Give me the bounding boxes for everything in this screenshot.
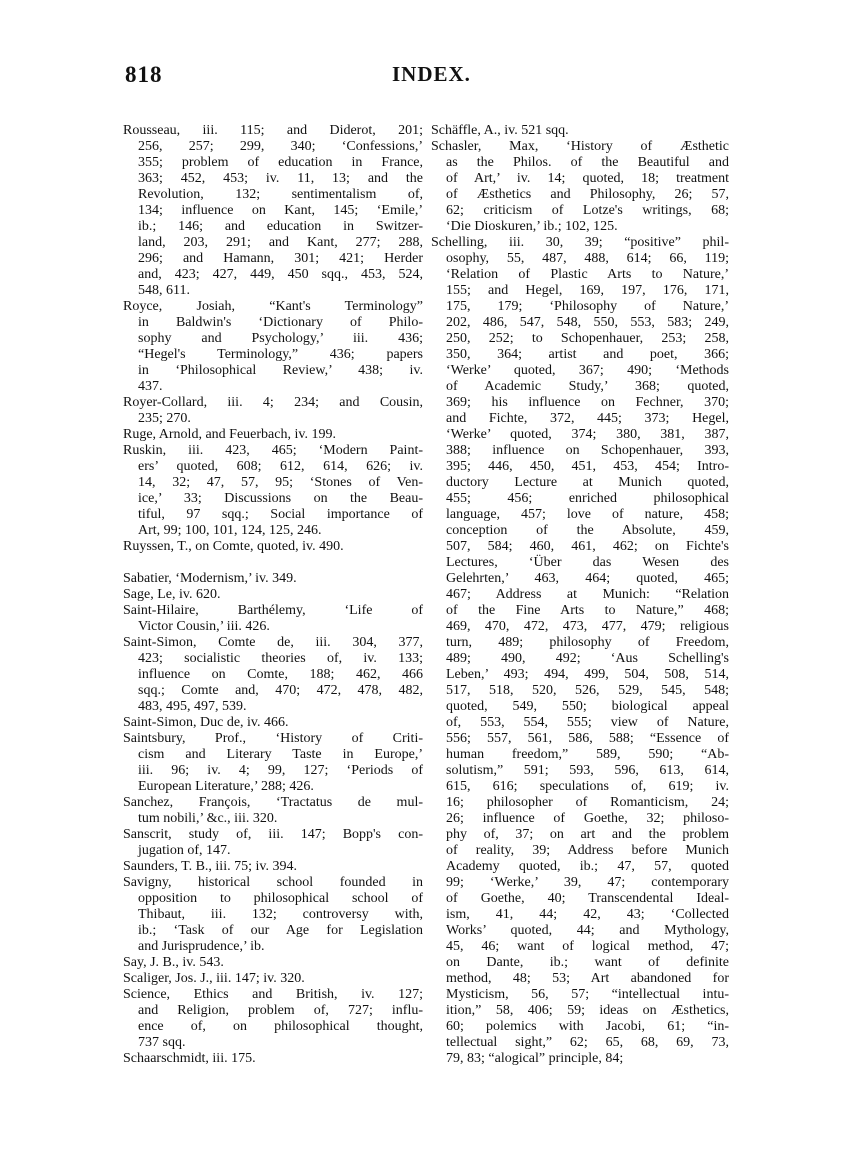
entry-heading-line: Sanchez, François, ‘Tractatus de mul- [123, 795, 423, 810]
entry-continuation-line: 395; 446, 450, 451, 453, 454; Intro- [446, 459, 729, 474]
entry-continuation-line: turn, 489; philosophy of Freedom, [446, 635, 729, 650]
entry-continuation-line: opposition to philosophical school of [138, 891, 423, 906]
entry-continuation-line: Works’ quoted, 44; and Mythology, [446, 923, 729, 938]
entry-continuation-line: and Fichte, 372, 445; 373; Hegel, [446, 411, 729, 426]
entry-continuation-line: influence on Comte, 188; 462, 466 [138, 667, 423, 682]
entry-continuation-line: Lectures, ‘Über das Wesen des [446, 555, 729, 570]
index-entry [123, 427, 423, 443]
entry-continuation-line: Art, 99; 100, 101, 124, 125, 246. [138, 523, 322, 538]
entry-continuation-line: ence of, on philosophical thought, [138, 1019, 423, 1034]
left-column [123, 123, 423, 1067]
entry-continuation-line: and, 423; 427, 449, 450 sqq., 453, 524, [138, 267, 423, 282]
entry-continuation-line: 350, 364; artist and poet, 366; [446, 347, 729, 362]
entry-heading-line: Ruskin, iii. 423, 465; ‘Modern Paint- [123, 443, 423, 458]
index-entry [123, 971, 423, 987]
entry-continuation-line: osophy, 55, 487, 488, 614; 66, 119; [446, 251, 729, 266]
entry-continuation-line: 235; 270. [138, 411, 191, 426]
entry-continuation-line: Victor Cousin,’ iii. 426. [138, 619, 270, 634]
entry-heading-line: Schelling, iii. 30, 39; “positive” phil- [431, 235, 729, 250]
section-gap [123, 555, 423, 571]
entry-continuation-line: 296; and Hamann, 301; 421; Herder [138, 251, 423, 266]
entry-continuation-line: 483, 495, 497, 539. [138, 699, 247, 714]
entry-continuation-line: of Art,’ iv. 14; quoted, 18; treatment [446, 171, 729, 186]
entry-continuation-line: cism and Literary Taste in Europe,’ [138, 747, 423, 762]
entry-continuation-line: 79, 83; “alogical” principle, 84; [446, 1051, 624, 1066]
entry-continuation-line: 556; 557, 561, 586, 588; “Essence of [446, 731, 729, 746]
entry-continuation-line: ductory Lecture at Munich quoted, [446, 475, 729, 490]
entry-continuation-line: ism, 41, 44; 42, 43; ‘Collected [446, 907, 729, 922]
entry-continuation-line: 423; socialistic theories of, iv. 133; [138, 651, 423, 666]
entry-continuation-line: 455; 456; enriched philosophical [446, 491, 729, 506]
entry-continuation-line: tum nobili,’ &c., iii. 320. [138, 811, 278, 826]
index-entry [123, 875, 423, 955]
entry-heading-line: Saint-Hilaire, Barthélemy, ‘Life of [123, 603, 423, 618]
entry-continuation-line: ‘Werke’ quoted, 374; 380, 381, 387, [446, 427, 729, 442]
entry-heading-line: Sage, Le, iv. 620. [123, 587, 221, 602]
entry-continuation-line: human freedom,” 589, 590; “Ab- [446, 747, 729, 762]
entry-continuation-line: and Religion, problem of, 727; influ- [138, 1003, 423, 1018]
index-entry [123, 827, 423, 859]
entry-continuation-line: 14, 32; 47, 57, 95; ‘Stones of Ven- [138, 475, 423, 490]
index-entry [123, 635, 423, 715]
index-entry [123, 443, 423, 539]
index-entry [123, 987, 423, 1051]
entry-heading-line: Saintsbury, Prof., ‘History of Criti- [123, 731, 423, 746]
entry-continuation-line: 45, 46; want of logical method, 47; [446, 939, 729, 954]
entry-heading-line: Saint-Simon, Duc de, iv. 466. [123, 715, 289, 730]
entry-continuation-line: Academy quoted, ib.; 47, 57, quoted [446, 859, 729, 874]
entry-continuation-line: 437. [138, 379, 163, 394]
entry-continuation-line: 134; influence on Kant, 145; ‘Emile,’ [138, 203, 423, 218]
entry-heading-line: Ruge, Arnold, and Feuerbach, iv. 199. [123, 427, 336, 442]
entry-continuation-line: in ‘Philosophical Review,’ 438; iv. [138, 363, 423, 378]
entry-continuation-line: quoted, 549, 550; biological appeal [446, 699, 729, 714]
index-entry [123, 571, 423, 587]
index-entry [123, 731, 423, 795]
entry-continuation-line: 155; and Hegel, 169, 197, 176, 171, [446, 283, 729, 298]
page-number: 818 [125, 62, 163, 87]
entry-continuation-line: 615, 616; speculations of, 619; iv. [446, 779, 729, 794]
index-entry [123, 603, 423, 635]
entry-heading-line: Sabatier, ‘Modernism,’ iv. 349. [123, 571, 297, 586]
entry-continuation-line: Thibaut, iii. 132; controversy with, [138, 907, 423, 922]
entry-continuation-line: in Baldwin's ‘Dictionary of Philo- [138, 315, 423, 330]
entry-continuation-line: of Æsthetics and Philosophy, 26; 57, [446, 187, 729, 202]
entry-heading-line: Schaarschmidt, iii. 175. [123, 1051, 256, 1066]
index-entry [123, 395, 423, 427]
entry-heading-line: Rousseau, iii. 115; and Diderot, 201; [123, 123, 423, 138]
entry-continuation-line: solutism,” 591; 593, 596, 613, 614, [446, 763, 729, 778]
entry-continuation-line: of Academic Study,’ 368; quoted, [446, 379, 729, 394]
entry-continuation-line: ers’ quoted, 608; 612, 614, 626; iv. [138, 459, 423, 474]
entry-heading-line: Royer-Collard, iii. 4; 234; and Cousin, [123, 395, 423, 410]
entry-continuation-line: 26; influence of Goethe, 32; philoso- [446, 811, 729, 826]
entry-continuation-line: sqq.; Comte and, 470; 472, 478, 482, [138, 683, 423, 698]
entry-continuation-line: “Hegel's Terminology,” 436; papers [138, 347, 423, 362]
entry-continuation-line: European Literature,’ 288; 426. [138, 779, 314, 794]
entry-continuation-line: as the Philos. of the Beautiful and [446, 155, 729, 170]
entry-continuation-line: ition,” 58, 406; 59; ideas on Æsthetics, [446, 1003, 729, 1018]
entry-continuation-line: ‘Relation of Plastic Arts to Nature,’ [446, 267, 729, 282]
index-entry [123, 795, 423, 827]
index-entry [123, 539, 423, 555]
entry-heading-line: Savigny, historical school founded in [123, 875, 423, 890]
entry-continuation-line: ice,’ 33; Discussions on the Beau- [138, 491, 423, 506]
entry-continuation-line: conception of the Absolute, 459, [446, 523, 729, 538]
entry-heading-line: Schasler, Max, ‘History of Æsthetic [431, 139, 729, 154]
entry-heading-line: Sanscrit, study of, iii. 147; Bopp's con- [123, 827, 423, 842]
entry-heading-line: Ruyssen, T., on Comte, quoted, iv. 490. [123, 539, 344, 554]
entry-continuation-line: and Jurisprudence,’ ib. [138, 939, 265, 954]
entry-continuation-line: 369; his influence on Fechner, 370; [446, 395, 729, 410]
index-entry [123, 1051, 423, 1067]
entry-continuation-line: 62; criticism of Lotze's writings, 68; [446, 203, 729, 218]
entry-continuation-line: Revolution, 132; sentimentalism of, [138, 187, 423, 202]
entry-continuation-line: Leben,’ 493; 494, 499, 504, 508, 514, [446, 667, 729, 682]
entry-continuation-line: 99; ‘Werke,’ 39, 47; contemporary [446, 875, 729, 890]
entry-continuation-line: 355; problem of education in France, [138, 155, 423, 170]
index-entry [431, 235, 729, 1067]
entry-heading-line: Scaliger, Jos. J., iii. 147; iv. 320. [123, 971, 305, 986]
entry-continuation-line: 202, 486, 547, 548, 550, 553, 583; 249, [446, 315, 729, 330]
entry-heading-line: Royce, Josiah, “Kant's Terminology” [123, 299, 423, 314]
entry-continuation-line: ‘Werke’ quoted, 367; 490; ‘Methods [446, 363, 729, 378]
index-entry [431, 139, 729, 235]
entry-continuation-line: on Dante, ib.; want of definite [446, 955, 729, 970]
entry-continuation-line: tiful, 97 sqq.; Social importance of [138, 507, 423, 522]
right-column [431, 123, 729, 1067]
entry-continuation-line: 256, 257; 299, 340; ‘Confessions,’ [138, 139, 423, 154]
entry-continuation-line: of Goethe, 40; Transcendental Ideal- [446, 891, 729, 906]
entry-continuation-line: 517, 518, 520, 526, 529, 545, 548; [446, 683, 729, 698]
entry-continuation-line: language, 457; love of nature, 458; [446, 507, 729, 522]
entry-continuation-line: phy of, 37; on art and the problem [446, 827, 729, 842]
entry-continuation-line: 467; Address at Munich: “Relation [446, 587, 729, 602]
entry-continuation-line: ‘Die Dioskuren,’ ib.; 102, 125. [446, 219, 618, 234]
entry-continuation-line: of, 553, 554, 555; view of Nature, [446, 715, 729, 730]
running-head: INDEX. [392, 62, 471, 86]
index-entry [123, 299, 423, 395]
entry-continuation-line: ib.; ‘Task of our Age for Legislation [138, 923, 423, 938]
index-entry [123, 955, 423, 971]
entry-continuation-line: iii. 96; iv. 4; 99, 127; ‘Periods of [138, 763, 423, 778]
entry-heading-line: Science, Ethics and British, iv. 127; [123, 987, 423, 1002]
entry-continuation-line: 507, 584; 460, 461, 462; on Fichte's [446, 539, 729, 554]
entry-continuation-line: 16; philosopher of Romanticism, 24; [446, 795, 729, 810]
entry-continuation-line: Mysticism, 56, 57; “intellectual intu- [446, 987, 729, 1002]
entry-continuation-line: sophy and Psychology,’ iii. 436; [138, 331, 423, 346]
index-entry [123, 715, 423, 731]
entry-continuation-line: Gelehrten,’ 463, 464; quoted, 465; [446, 571, 729, 586]
entry-continuation-line: tellectual sight,” 62; 65, 68, 69, 73, [446, 1035, 729, 1050]
index-entry [123, 859, 423, 875]
index-entry [123, 123, 423, 299]
entry-continuation-line: 388; influence on Schopenhauer, 393, [446, 443, 729, 458]
index-entry [431, 123, 729, 139]
entry-continuation-line: 737 sqq. [138, 1035, 186, 1050]
entry-continuation-line: of the Fine Arts to Nature,” 468; [446, 603, 729, 618]
entry-continuation-line: 363; 452, 453; iv. 11, 13; and the [138, 171, 423, 186]
entry-continuation-line: 489; 490, 492; ‘Aus Schelling's [446, 651, 729, 666]
entry-continuation-line: 175, 179; ‘Philosophy of Nature,’ [446, 299, 729, 314]
entry-heading-line: Saint-Simon, Comte de, iii. 304, 377, [123, 635, 423, 650]
entry-continuation-line: 250, 252; to Schopenhauer, 253; 258, [446, 331, 729, 346]
entry-continuation-line: ib.; 146; and education in Switzer- [138, 219, 423, 234]
entry-continuation-line: jugation of, 147. [138, 843, 231, 858]
entry-continuation-line: land, 203, 291; and Kant, 277; 288, [138, 235, 423, 250]
entry-continuation-line: 469, 470, 472, 473, 477, 479; religious [446, 619, 729, 634]
entry-continuation-line: method, 48; 53; Art abandoned for [446, 971, 729, 986]
entry-heading-line: Saunders, T. B., iii. 75; iv. 394. [123, 859, 297, 874]
entry-heading-line: Say, J. B., iv. 543. [123, 955, 224, 970]
entry-continuation-line: of reality, 39; Address before Munich [446, 843, 729, 858]
entry-continuation-line: 548, 611. [138, 283, 190, 298]
entry-continuation-line: 60; polemics with Jacobi, 61; “in- [446, 1019, 729, 1034]
index-entry [123, 587, 423, 603]
entry-heading-line: Schäffle, A., iv. 521 sqq. [431, 123, 569, 138]
